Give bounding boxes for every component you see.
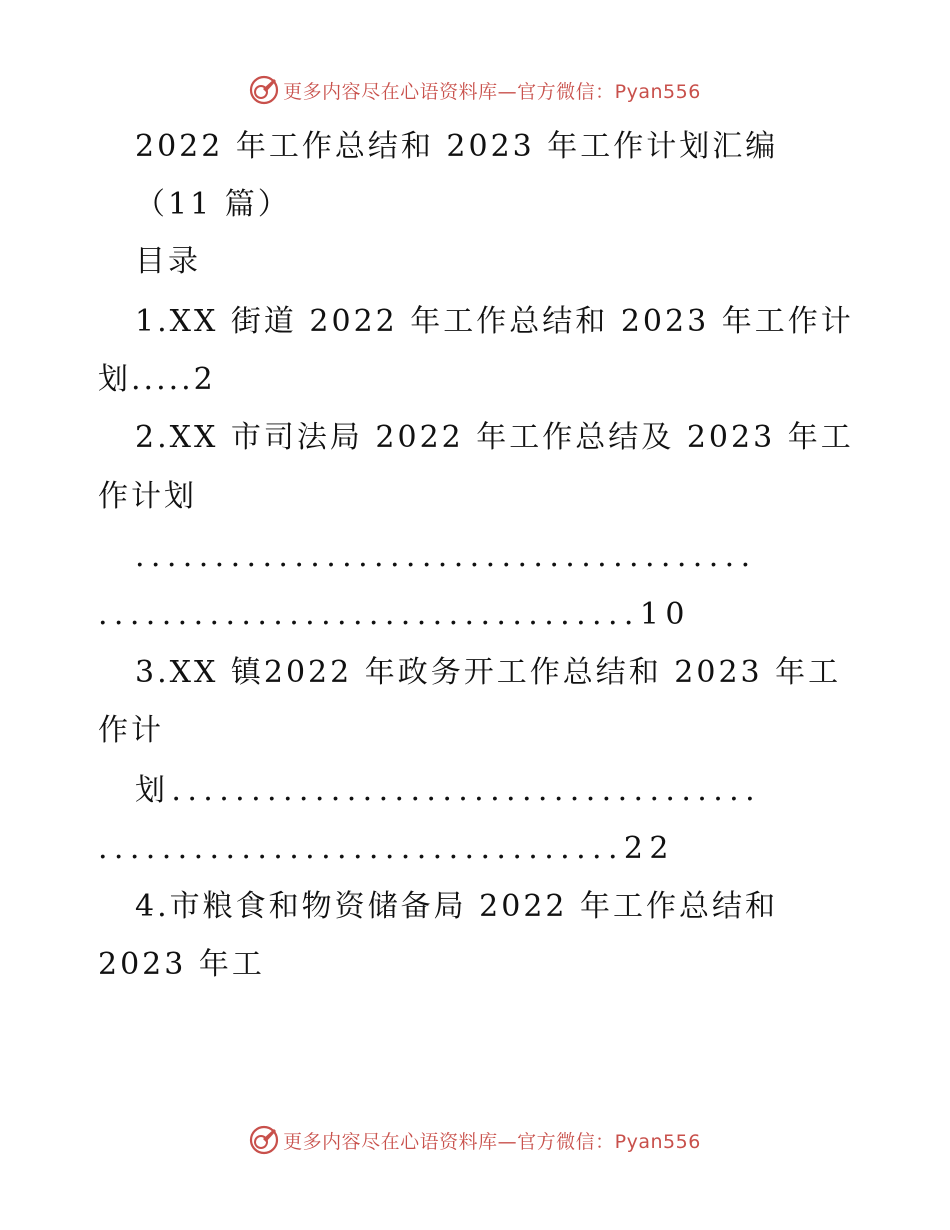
watermark-text: 更多内容尽在心语资料库—官方微信：Pyan556 <box>283 1130 701 1153</box>
toc-heading: 目录 <box>135 244 201 279</box>
toc-entry-1-cont: 划.....2 <box>98 362 216 397</box>
pen-logo-icon <box>249 75 279 105</box>
pen-logo-icon <box>249 1125 279 1155</box>
watermark-banner-bottom <box>0 1120 950 1160</box>
watermark-banner-top <box>0 70 950 110</box>
toc-entry-2-cont: 作计划 <box>98 479 197 514</box>
toc-entry-4: 4.市粮食和物资储备局 2022 年工作总结和 <box>135 889 779 924</box>
doc-title-line2: （11 篇） <box>135 187 291 222</box>
toc-entry-2: 2.XX 市司法局 2022 年工作总结及 2023 年工 <box>135 420 854 455</box>
toc-entry-1: 1.XX 街道 2022 年工作总结和 2023 年工作计 <box>135 304 854 339</box>
toc-leader-dots: ....................................... <box>135 539 757 574</box>
toc-leader-dots-3: 划..................................... <box>135 773 762 808</box>
toc-entry-3-cont: 作计 <box>98 713 164 748</box>
toc-page-number-10: ..................................10 <box>98 597 691 632</box>
toc-entry-4-cont: 2023 年工 <box>98 947 265 982</box>
doc-title-line1: 2022 年工作总结和 2023 年工作计划汇编 <box>135 129 779 164</box>
toc-page-number-22: .................................22 <box>98 831 675 866</box>
toc-entry-3: 3.XX 镇2022 年政务开工作总结和 2023 年工 <box>135 655 842 690</box>
watermark-text: 更多内容尽在心语资料库—官方微信：Pyan556 <box>283 80 701 103</box>
